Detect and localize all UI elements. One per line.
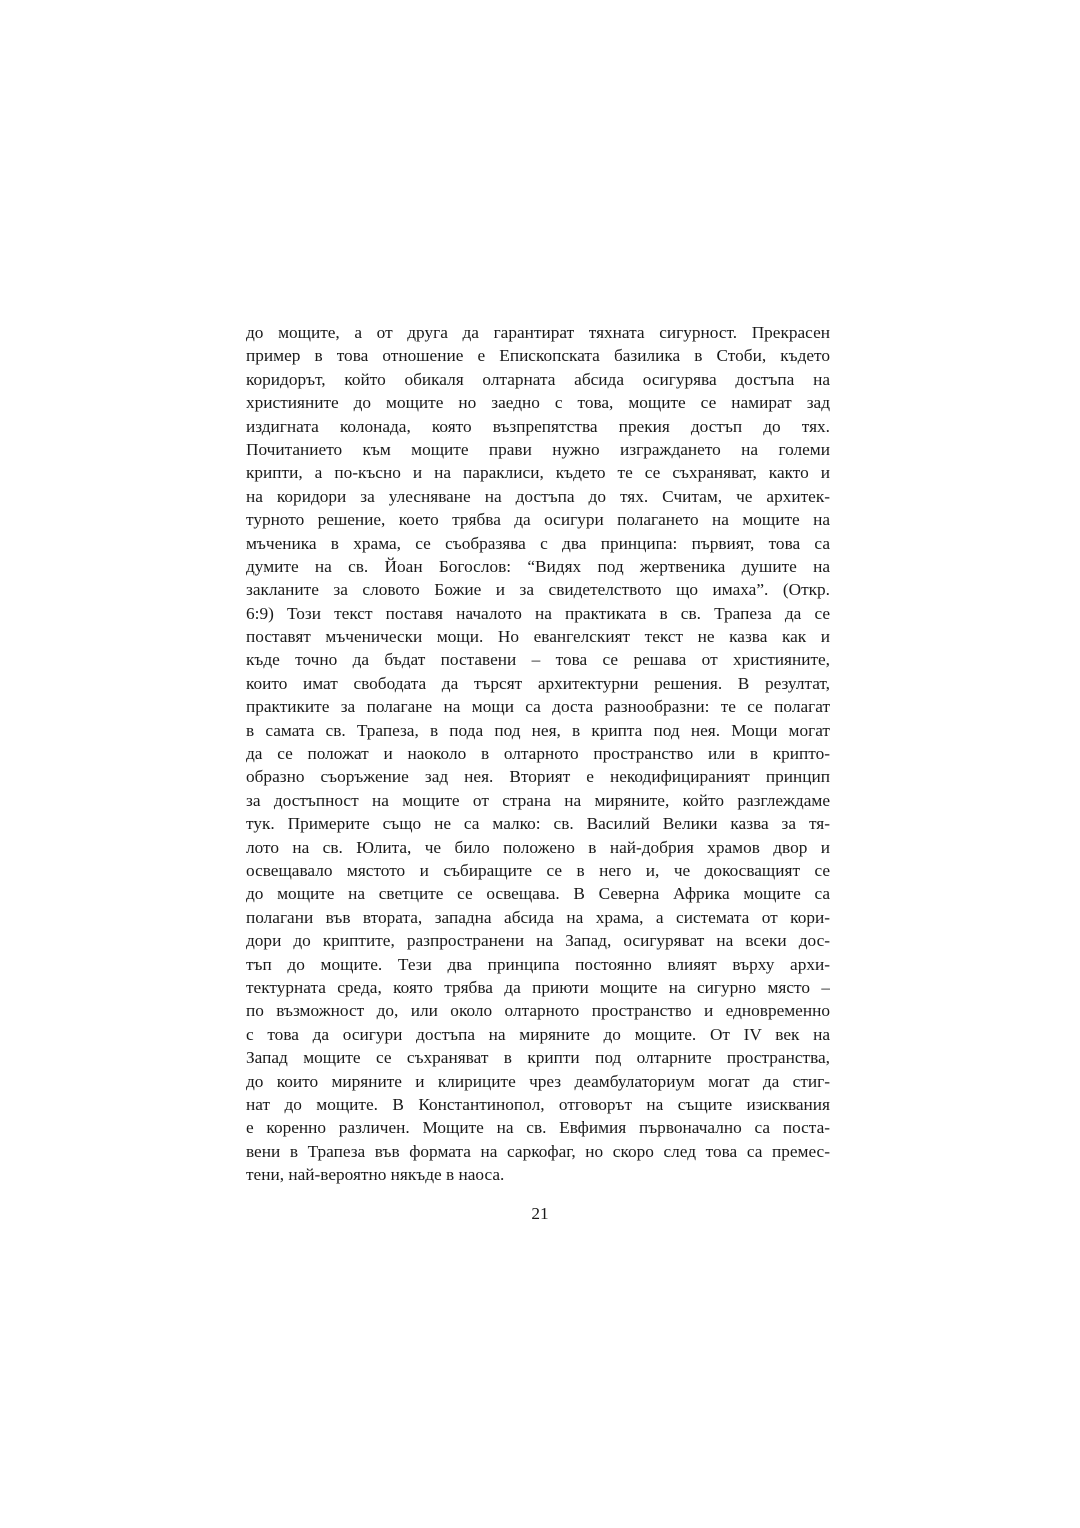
text-line: до мощите на светците се освещава. В Северна Африка мощите са xyxy=(246,884,830,904)
text-line: е коренно различен. Мощите на св. Евфимия първоначално са поста- xyxy=(246,1118,830,1138)
text-line: Почитанието към мощите прави нужно изграждането на големи xyxy=(246,439,830,459)
text-line: турното решение, което трябва да осигури полагането на мощите на xyxy=(246,510,830,530)
text-line: коридорът, който обикаля олтарната абсида осигурява достъпа на xyxy=(246,369,830,389)
text-line: лото на св. Юлита, че било положено в най-добрия храмов двор и xyxy=(246,837,830,857)
text-line: нат до мощите. В Константинопол, отговорът на същите изисквания xyxy=(246,1094,830,1114)
text-line: за достъпност на мощите от страна на миряните, който разглеждаме xyxy=(246,790,830,810)
text-line: в самата св. Трапеза, в пода под нея, в крипта под нея. Мощи могат xyxy=(246,720,830,740)
text-line: полагани във втората, западна абсида на храма, а системата от кори- xyxy=(246,907,830,927)
body-text xyxy=(246,321,830,1186)
text-line: мъченика в храма, се съобразява с два принципа: първият, това са xyxy=(246,533,830,553)
text-line: крипти, а по-късно и на параклиси, където те се съхраняват, както и xyxy=(246,463,830,483)
text-line: 6:9) Този текст поставя началото на практиката в св. Трапеза да се xyxy=(246,603,830,623)
text-line: на коридори за улесняване на достъпа до тях. Считам, че архитек- xyxy=(246,486,830,506)
text-line: издигната колонада, която възпрепятства прекия достъп до тях. xyxy=(246,416,830,436)
text-line: да се положат и наоколо в олтарното пространство или в крипто- xyxy=(246,744,830,764)
text-line: до които миряните и клириците чрез деамбулаториум могат да стиг- xyxy=(246,1071,830,1091)
text-line: практиките за полагане на мощи са доста разнообразни: те се полагат xyxy=(246,697,830,717)
text-line: закланите за словото Божие и за свидетелството що имаха”. (Откр. xyxy=(246,580,830,600)
text-line: дори до криптите, разпространени на Запад, осигуряват на всеки дос- xyxy=(246,931,830,951)
text-line: освещавало мястото и събиращите се в него и, че докосващият се xyxy=(246,860,830,880)
text-line: с това да осигури достъпа на миряните до мощите. От IV век на xyxy=(246,1024,830,1044)
text-line: християните до мощите но заедно с това, мощите се намират зад xyxy=(246,393,830,413)
text-line: до мощите, а от друга да гарантират тяхната сигурност. Прекрасен xyxy=(246,323,830,342)
text-line: тени, най-вероятно някъде в наоса. xyxy=(246,1165,505,1185)
text-line: къде точно да бъдат поставени – това се решава от християните, xyxy=(246,650,830,670)
text-line: думите на св. Йоан Богослов: “Видях под жертвеника душите на xyxy=(246,556,830,576)
text-line: пример в това отношение е Епископската базилика в Стоби, където xyxy=(246,346,830,366)
text-line: тъп до мощите. Тези два принципа постоянно влияят върху архи- xyxy=(246,954,830,974)
text-line: по възможност до, или около олтарното пространство и едновременно xyxy=(246,1001,830,1021)
text-line: тук. Примерите също не са малко: св. Василий Велики казва за тя- xyxy=(246,814,830,834)
text-line: образно съоръжение зад нея. Вторият е некодифицираният принцип xyxy=(246,767,830,787)
text-line: поставят мъченически мощи. Но евангелският текст не казва как и xyxy=(246,627,830,647)
text-line: Запад мощите се съхраняват в крипти под олтарните пространства, xyxy=(246,1048,830,1068)
text-line: тектурната среда, която трябва да приюти мощите на сигурно място – xyxy=(246,977,830,997)
text-line: които имат свободата да търсят архитектурни решения. В резултат, xyxy=(246,673,830,693)
page-number: 21 xyxy=(531,1204,549,1223)
text-line: вени в Трапеза във формата на саркофаг, но скоро след това са премес- xyxy=(246,1141,830,1161)
